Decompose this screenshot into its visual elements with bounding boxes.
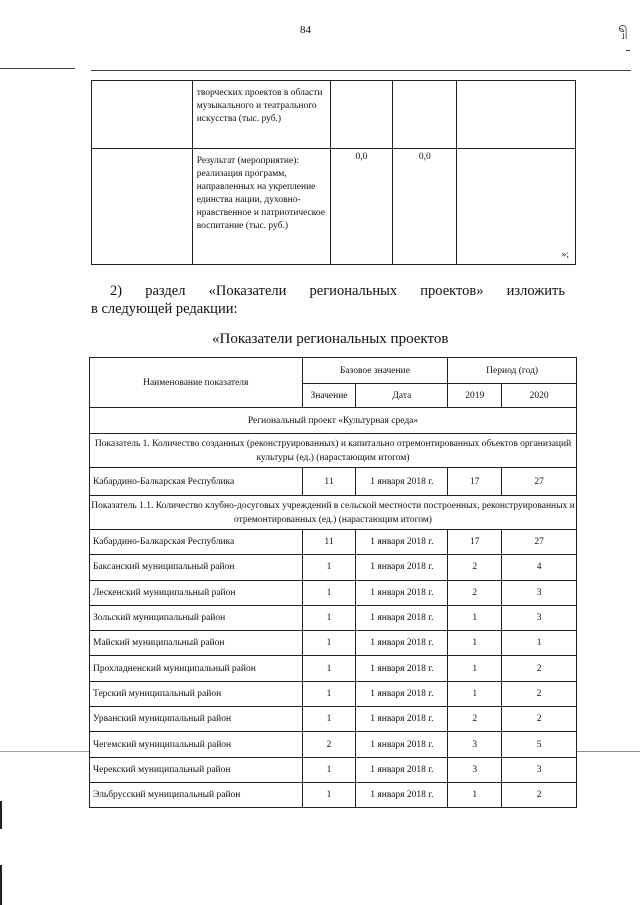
table-row bbox=[90, 580, 577, 605]
region-name: Прохладненский муниципальный район bbox=[90, 656, 303, 681]
scan-edge-mark bbox=[0, 865, 2, 905]
value-2020: 2 bbox=[502, 782, 577, 807]
header-row bbox=[90, 358, 577, 384]
baseline-value: 11 bbox=[302, 530, 356, 555]
baseline-value: 1 bbox=[302, 782, 356, 807]
value-2019: 3 bbox=[448, 732, 502, 757]
table-row bbox=[92, 81, 576, 149]
value-2020: 27 bbox=[502, 468, 577, 496]
table-row bbox=[90, 555, 577, 580]
scan-fold-line bbox=[0, 751, 89, 752]
scan-mark bbox=[626, 50, 630, 51]
value-2019: 1 bbox=[448, 681, 502, 706]
period-header: Период (год) bbox=[448, 358, 577, 384]
table-row bbox=[90, 782, 577, 807]
baseline-value: 2 bbox=[302, 732, 356, 757]
value-2020: 27 bbox=[502, 530, 577, 555]
baseline-value: 1 bbox=[302, 707, 356, 732]
table-row bbox=[90, 732, 577, 757]
baseline-value: 1 bbox=[302, 656, 356, 681]
value-2020: 1 bbox=[502, 631, 577, 656]
value-2019: 1 bbox=[448, 782, 502, 807]
paragraph-line: 2) раздел «Показатели региональных проектов» изложить bbox=[110, 283, 565, 299]
value-cell bbox=[393, 81, 457, 149]
date-header: Дата bbox=[356, 384, 448, 408]
value-2019: 2 bbox=[448, 555, 502, 580]
baseline-value: 1 bbox=[302, 757, 356, 782]
baseline-date: 1 января 2018 г. bbox=[356, 580, 448, 605]
table-row bbox=[90, 631, 577, 656]
value-2019: 1 bbox=[448, 631, 502, 656]
table-row bbox=[90, 681, 577, 706]
project-row bbox=[90, 408, 577, 434]
baseline-date: 1 января 2018 г. bbox=[356, 605, 448, 630]
baseline-date: 1 января 2018 г. bbox=[356, 757, 448, 782]
value-header: Значение bbox=[302, 384, 356, 408]
handwritten-mark: ၡ bbox=[618, 19, 628, 36]
regional-indicators-table bbox=[89, 357, 577, 808]
year-2019-header: 2019 bbox=[448, 384, 502, 408]
indicator-1-title: Показатель 1. Количество созданных (реконструированных) и капитально отремонтированных объектов организаций культуры (ед.) (нарастающим итогом) bbox=[90, 434, 577, 468]
region-name: Зольский муниципальный район bbox=[90, 605, 303, 630]
baseline-value: 1 bbox=[302, 580, 356, 605]
region-name: Баксанский муниципальный район bbox=[90, 555, 303, 580]
table-row bbox=[90, 707, 577, 732]
result-description: творческих проектов в области музыкального и театрального искусства (тыс. руб.) bbox=[192, 81, 330, 149]
table-row bbox=[90, 530, 577, 555]
value-2020: 2 bbox=[502, 681, 577, 706]
baseline-header: Базовое значение bbox=[302, 358, 448, 384]
region-name: Черекский муниципальный район bbox=[90, 757, 303, 782]
indicator-row bbox=[90, 434, 577, 468]
value-cell: 0,0 bbox=[330, 149, 393, 265]
region-name: Эльбрусский муниципальный район bbox=[90, 782, 303, 807]
empty-cell bbox=[92, 149, 193, 265]
region-name: Урванский муниципальный район bbox=[90, 707, 303, 732]
baseline-date: 1 января 2018 г. bbox=[356, 707, 448, 732]
page-number: 84 bbox=[300, 24, 311, 36]
baseline-value: 11 bbox=[302, 468, 356, 496]
year-2020-header: 2020 bbox=[502, 384, 577, 408]
region-name: Чегемский муниципальный район bbox=[90, 732, 303, 757]
scan-rule bbox=[0, 68, 75, 69]
value-2020: 2 bbox=[502, 656, 577, 681]
baseline-date: 1 января 2018 г. bbox=[356, 631, 448, 656]
value-2019: 17 bbox=[448, 530, 502, 555]
scan-edge-mark bbox=[0, 801, 2, 829]
value-2020: 3 bbox=[502, 580, 577, 605]
region-name: Лескенский муниципальный район bbox=[90, 580, 303, 605]
scan-fold-line bbox=[577, 751, 640, 752]
indicator-1-1-title: Показатель 1.1. Количество клубно-досуговых учреждений в сельской местности построенных, реконструированных и отремонтированных (ед.) (нарастающим итогом) bbox=[90, 496, 577, 530]
value-2019: 2 bbox=[448, 707, 502, 732]
region-name: Кабардино-Балкарская Республика bbox=[90, 530, 303, 555]
section-heading: «Показатели региональных проектов bbox=[212, 331, 449, 347]
value-2019: 1 bbox=[448, 656, 502, 681]
baseline-date: 1 января 2018 г. bbox=[356, 782, 448, 807]
table-row bbox=[90, 605, 577, 630]
baseline-date: 1 января 2018 г. bbox=[356, 555, 448, 580]
value-2019: 2 bbox=[448, 580, 502, 605]
empty-cell bbox=[92, 81, 193, 149]
baseline-value: 1 bbox=[302, 631, 356, 656]
result-description: Результат (мероприятие): реализация программ, направленных на укрепление единства нации, духовно-нравственное и патриотическое воспитание (тыс. руб.) bbox=[192, 149, 330, 265]
indicator-name-header: Наименование показателя bbox=[90, 358, 303, 408]
value-cell bbox=[330, 81, 393, 149]
baseline-date: 1 января 2018 г. bbox=[356, 656, 448, 681]
region-name: Майский муниципальный район bbox=[90, 631, 303, 656]
table-row bbox=[92, 149, 576, 265]
indicator-row bbox=[90, 496, 577, 530]
value-2020: 3 bbox=[502, 757, 577, 782]
closing-quote: »; bbox=[457, 149, 576, 265]
value-cell: 0,0 bbox=[393, 149, 457, 265]
value-2020: 4 bbox=[502, 555, 577, 580]
value-2019: 17 bbox=[448, 468, 502, 496]
table-row bbox=[90, 468, 577, 496]
project-title: Региональный проект «Культурная среда» bbox=[90, 408, 577, 434]
continuation-table bbox=[91, 80, 576, 265]
value-2020: 2 bbox=[502, 707, 577, 732]
value-2019: 3 bbox=[448, 757, 502, 782]
table-row bbox=[90, 757, 577, 782]
paragraph-line: в следующей редакции: bbox=[91, 301, 238, 317]
baseline-date: 1 января 2018 г. bbox=[356, 681, 448, 706]
baseline-date: 1 января 2018 г. bbox=[356, 530, 448, 555]
region-name: Терский муниципальный район bbox=[90, 681, 303, 706]
region-name: Кабардино-Балкарская Республика bbox=[90, 468, 303, 496]
baseline-date: 1 января 2018 г. bbox=[356, 732, 448, 757]
baseline-value: 1 bbox=[302, 605, 356, 630]
value-cell bbox=[457, 81, 576, 149]
baseline-date: 1 января 2018 г. bbox=[356, 468, 448, 496]
table-row bbox=[90, 656, 577, 681]
value-2020: 5 bbox=[502, 732, 577, 757]
value-2020: 3 bbox=[502, 605, 577, 630]
baseline-value: 1 bbox=[302, 555, 356, 580]
baseline-value: 1 bbox=[302, 681, 356, 706]
value-2019: 1 bbox=[448, 605, 502, 630]
header-rule bbox=[91, 70, 631, 71]
